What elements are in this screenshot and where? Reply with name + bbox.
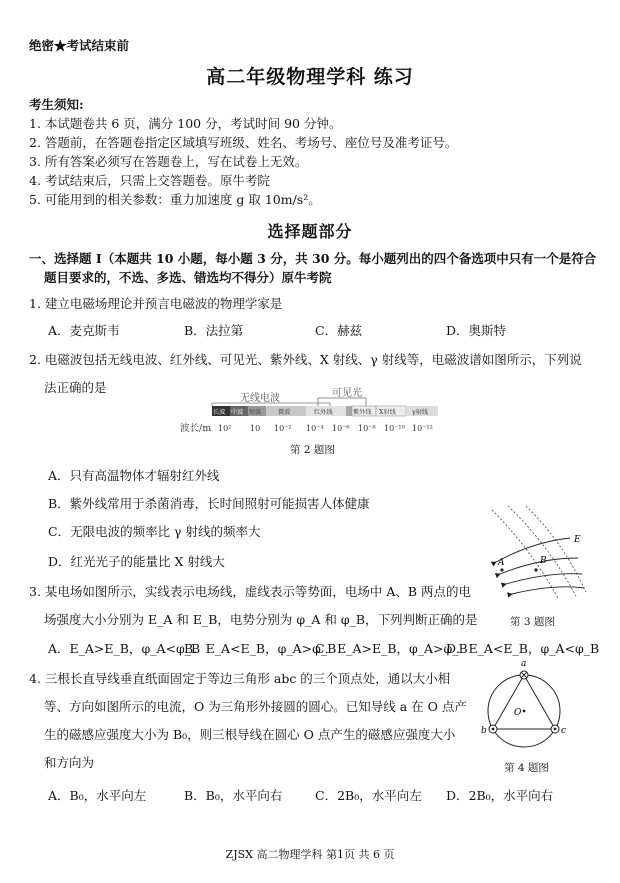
q3-option-c: C．E_A>E_B，φ_A>φ_B (315, 641, 468, 656)
q2-option-b: B．紫外线常用于杀菌消毒，长时间照射可能损害人体健康 (48, 496, 370, 511)
band-label: 中波 (231, 409, 244, 416)
q2-option-a: A．只有高温物体才辐射红外线 (48, 468, 220, 483)
part-instructions-line1: 一、选择题 I（本题共 10 小题，每小题 3 分，共 30 分。每小题列出的四个备选项中只有一个是符合 (29, 251, 597, 266)
band-label: 紫外线 (353, 409, 372, 416)
q4-option-d: D．2B₀，水平向右 (446, 788, 554, 803)
band-label: 微波 (278, 409, 291, 416)
figure-2-caption: 第 2 题图 (290, 444, 335, 456)
center-o (523, 710, 526, 713)
band-label: 长波 (213, 409, 226, 416)
question-2-stem-line2: 法正确的是 (44, 380, 107, 395)
question-4-stem-line2: 等、方向如图所示的电流，O 为三角形外接圆的圆心。已知导线 a 在 O 点产 (44, 699, 467, 714)
point-b (534, 568, 537, 571)
wavelength-tick: 10⁻⁴ (306, 424, 324, 433)
question-1-stem: 1. 建立电磁场理论并预言电磁波的物理学家是 (29, 296, 283, 311)
wavelength-tick: 10⁻¹² (412, 424, 433, 433)
label-o: O (514, 708, 522, 718)
wavelength-axis-label: 波长/m (180, 423, 212, 434)
equipotential-line (526, 506, 586, 592)
question-3-stem-line2: 场强度大小分别为 E_A 和 E_B，电势分别为 φ_A 和 φ_B，下列判断正确的是 (44, 612, 478, 627)
band-label: γ射线 (412, 409, 429, 416)
q3-option-b: B．E_A<E_B，φ_A>φ_B (184, 641, 337, 656)
q1-option-d: D．奥斯特 (446, 323, 507, 338)
visible-bracket (318, 398, 366, 407)
point-a (500, 568, 503, 571)
confidential-label: 绝密★考试结束前 (29, 38, 130, 53)
field-line (500, 558, 578, 574)
notice-item: 5. 可能用到的相关参数：重力加速度 g 取 10m/s²。 (29, 192, 321, 207)
radio-wave-label: 无线电波 (240, 393, 280, 404)
notice-item: 3. 所有答案必须写在答题卷上，写在试卷上无效。 (29, 154, 308, 169)
wavelength-tick: 10² (218, 424, 232, 433)
three-wires-figure (478, 657, 578, 757)
q4-option-c: C．2B₀，水平向左 (315, 788, 422, 803)
figure-3-caption: 第 3 题图 (510, 616, 555, 628)
q2-option-c: C．无限电波的频率比 γ 射线的频率大 (48, 524, 261, 539)
band-label: X射线 (379, 409, 396, 416)
wavelength-tick: 10 (250, 424, 261, 433)
part-instructions-line2: 题目要求的，不选、多选、错选均不得分）原牛考院 (44, 270, 332, 285)
notice-item: 1. 本试题卷共 6 页，满分 100 分，考试时间 90 分钟。 (29, 116, 342, 131)
q3-option-a: A．E_A>E_B，φ_A<φ_B (48, 641, 201, 656)
q1-option-b: B．法拉第 (184, 323, 244, 338)
band-visible (346, 406, 352, 416)
page-footer: ZJSX 高二物理学科 第1页 共 6 页 (225, 848, 395, 861)
question-2-stem-line1: 2. 电磁波包括无线电波、红外线、可见光、紫外线、X 射线、γ 射线等，电磁波谱如图所示，下列说 (29, 352, 582, 367)
label-a: a (521, 659, 527, 669)
question-4-stem-line1: 4. 三根长直导线垂直纸面固定于等边三角形 abc 的三个顶点处，通以大小相 (29, 671, 451, 686)
band-label: 红外线 (314, 409, 333, 416)
field-line (506, 574, 582, 584)
label-c: c (561, 726, 567, 736)
q1-option-a: A．麦克斯韦 (48, 323, 120, 338)
notice-heading: 考生须知: (29, 97, 84, 112)
label-b: B (540, 556, 547, 566)
q4-option-b: B．B₀，水平向右 (184, 788, 283, 803)
label-e: E (574, 535, 581, 545)
field-line (496, 538, 570, 562)
q1-option-c: C．赫兹 (315, 323, 363, 338)
q3-option-d: D．E_A<E_B，φ_A<φ_B (446, 641, 600, 656)
question-4-stem-line4: 和方向为 (44, 755, 95, 770)
q4-option-a: A．B₀，水平向左 (48, 788, 147, 803)
q2-option-d: D．红光光子的能量比 X 射线大 (48, 554, 225, 569)
equilateral-triangle (493, 675, 555, 729)
visible-light-label: 可见光 (332, 388, 362, 399)
wavelength-tick: 10⁻² (274, 424, 292, 433)
question-4-stem-line3: 生的磁感应强度大小为 B₀，则三根导线在圆心 O 点产生的磁感应强度大小 (44, 727, 456, 742)
em-spectrum-figure (180, 386, 460, 438)
question-3-stem-line1: 3. 某电场如图所示，实线表示电场线，虚线表示等势面，电场中 A、B 两点的电 (29, 584, 472, 599)
band-label: 短波 (249, 409, 262, 416)
section-title: 选择题部分 (267, 222, 353, 241)
wavelength-tick: 10⁻¹⁰ (384, 424, 405, 433)
notice-item: 4. 考试结束后，只需上交答题卷。原牛考院 (29, 173, 270, 188)
label-a: A (498, 558, 505, 568)
wavelength-tick: 10⁻⁶ (332, 424, 350, 433)
electric-field-figure (478, 504, 588, 602)
field-line (512, 587, 584, 594)
page-title: 高二年级物理学科 练习 (206, 66, 414, 88)
wavelength-tick: 10⁻⁸ (358, 424, 376, 433)
label-b: b (481, 726, 487, 736)
figure-4-caption: 第 4 题图 (504, 762, 549, 774)
notice-item: 2. 答题前，在答题卷指定区域填写班级、姓名、考场号、座位号及准考证号。 (29, 135, 458, 150)
